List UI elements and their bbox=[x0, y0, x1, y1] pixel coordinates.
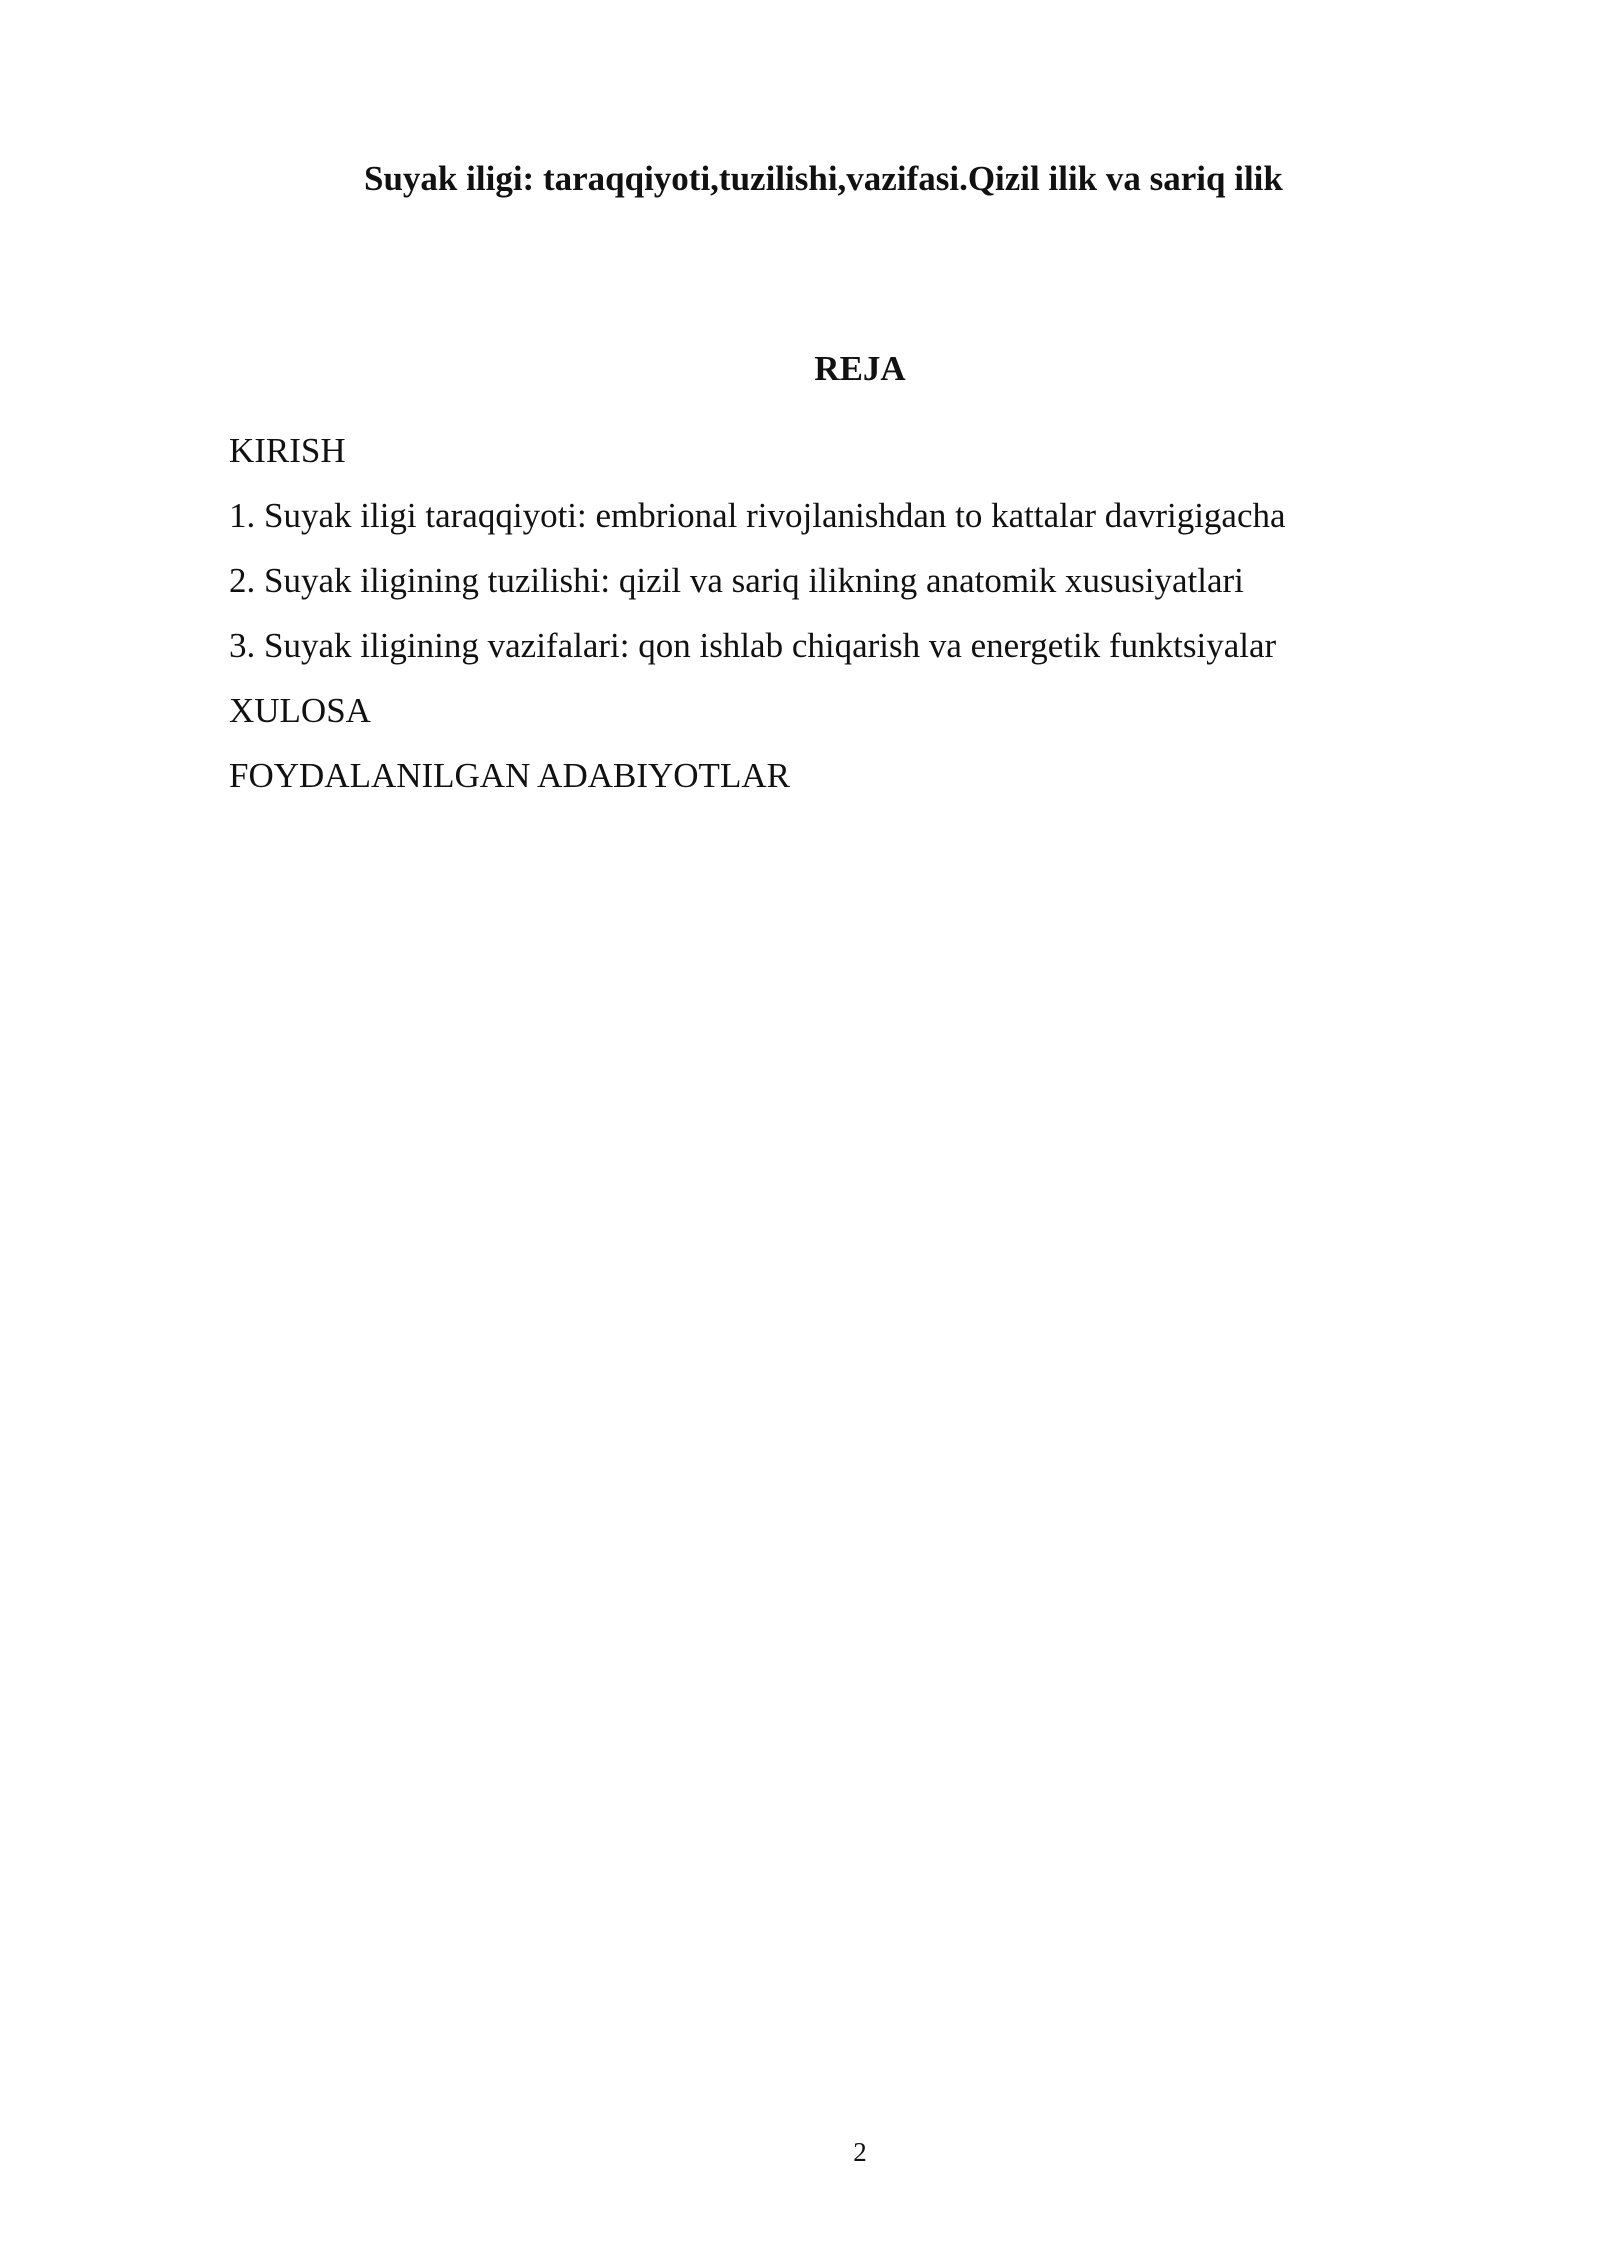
plan-item-introduction: KIRISH bbox=[229, 431, 346, 470]
plan-item-1: 1. Suyak iligi taraqqiyoti: embrional rivojlanishdan to kattalar davrigigacha bbox=[229, 496, 1286, 535]
plan-item-2: 2. Suyak iligining tuzilishi: qizil va sariq ilikning anatomik xususiyatlari bbox=[229, 561, 1244, 600]
document-title: Suyak iligi: taraqqiyoti,tuzilishi,vazifasi.Qizil ilik va sariq ilik bbox=[364, 159, 1283, 198]
plan-item-3: 3. Suyak iligining vazifalari: qon ishlab chiqarish va energetik funktsiyalar bbox=[229, 626, 1277, 665]
page-number: 2 bbox=[853, 2137, 867, 2167]
plan-list bbox=[229, 418, 1286, 808]
plan-item-conclusion: XULOSA bbox=[229, 691, 371, 730]
plan-heading: REJA bbox=[814, 349, 906, 388]
plan-item-references: FOYDALANILGAN ADABIYOTLAR bbox=[229, 756, 790, 795]
